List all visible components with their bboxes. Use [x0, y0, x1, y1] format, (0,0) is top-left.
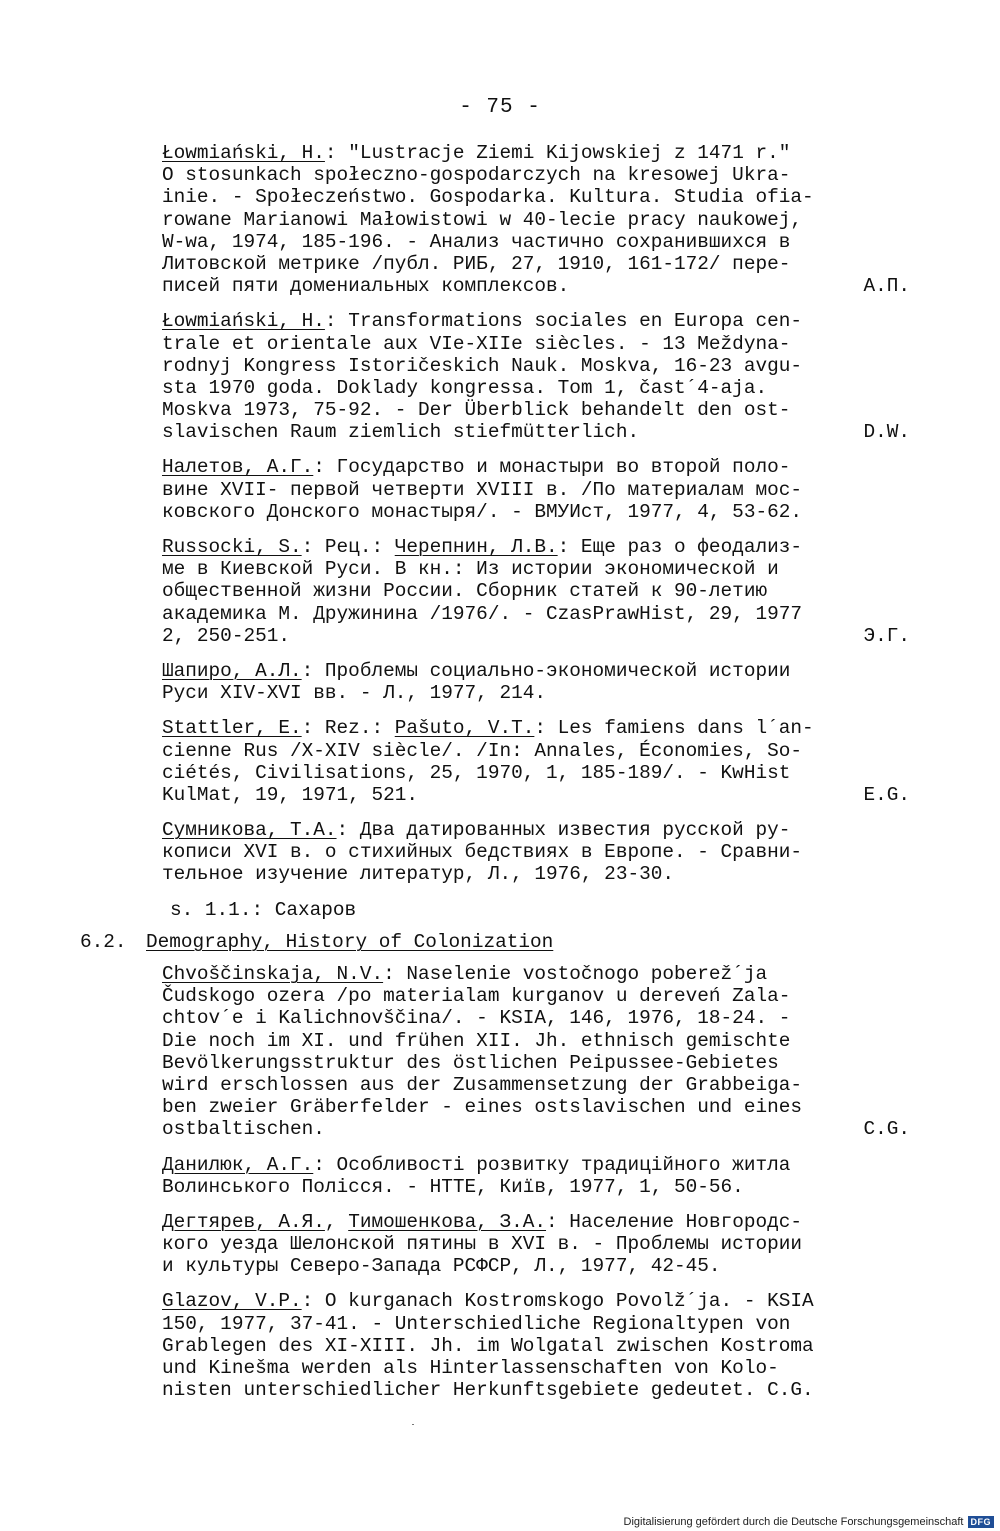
page-number: - 75 -	[459, 96, 541, 119]
entry-line	[162, 164, 910, 186]
entry-line	[162, 1357, 910, 1379]
entry-text: KulMat, 19, 1971, 521.	[162, 783, 418, 806]
bibliography-entry	[162, 456, 910, 523]
line-text	[162, 142, 790, 164]
author-name: Сумникова, Т.А.	[162, 819, 337, 842]
author-name: Черепнин, Л.В.	[394, 536, 558, 558]
line-text	[162, 717, 814, 739]
reviewer-initials: C.G.	[863, 1118, 910, 1141]
entry-text: nisten unterschiedlicher Herkunftsgebiete gedeutet. C.G.	[162, 1379, 814, 1402]
author-name: Chvoščinskaja, N.V.	[162, 963, 384, 986]
line-text	[162, 355, 802, 377]
line-text	[162, 841, 802, 863]
line-text	[162, 1290, 814, 1312]
line-text	[162, 1176, 744, 1198]
dfg-logo: DFG	[968, 1516, 995, 1528]
section-title: Demography, History of Colonization	[146, 930, 554, 953]
bibliography-entry	[162, 819, 910, 886]
entry-text: Die noch im XI. und frühen XII. Jh. ethnisch gemischte	[162, 1029, 791, 1052]
entry-line	[162, 1154, 910, 1176]
line-text	[162, 310, 802, 332]
section-heading	[80, 931, 910, 953]
entry-text: Čudskogo ozera /po materialam kurganov u dereveń Zala-	[162, 985, 791, 1008]
entry-line	[162, 603, 910, 625]
entry-line	[162, 740, 910, 762]
entry-line	[162, 275, 910, 297]
entry-text: : Transformations sociales en Europa cen-	[324, 310, 803, 333]
entries-bottom	[162, 963, 910, 1401]
entry-line	[162, 841, 910, 863]
entry-text: : Население Новгородс-	[546, 1210, 803, 1233]
line-text	[162, 479, 802, 501]
entry-line	[162, 1007, 910, 1029]
reviewer-initials: Э.Г.	[863, 624, 910, 647]
line-text	[162, 1211, 802, 1233]
author-name: Налетов, А.Г.	[162, 456, 314, 479]
entry-line	[162, 186, 910, 208]
entry-line	[162, 1096, 910, 1118]
author-name: Данилюк, А.Г.	[162, 1153, 314, 1176]
entry-text: rodnyj Kongress Istoričeskich Nauk. Moskva, 16-23 avgu-	[162, 354, 802, 377]
line-text	[162, 1074, 802, 1096]
entry-text: : Два датированных известия русской ру-	[336, 819, 791, 842]
entry-text: академика М. Дружинина /1976/. - CzasPrawHist, 29, 1977	[162, 602, 802, 625]
entry-text: : Рец.:	[301, 536, 395, 558]
line-text	[162, 253, 790, 275]
entry-line	[162, 985, 910, 1007]
line-text	[162, 164, 790, 186]
entry-line	[162, 253, 910, 275]
entry-line	[162, 682, 910, 704]
entry-text: : Государство и монастыри во второй поло-	[313, 456, 791, 479]
entry-line	[162, 536, 910, 558]
entry-line	[162, 1030, 910, 1052]
line-text	[162, 1357, 779, 1379]
line-text	[162, 1255, 721, 1277]
entry-text: : Проблемы социально-экономической истории	[301, 659, 791, 682]
bibliography-entry	[162, 536, 910, 647]
author-name: Stattler, E.	[162, 717, 302, 740]
entry-line	[162, 625, 910, 647]
line-text	[162, 275, 569, 297]
entry-text: Grablegen des XI-XIII. Jh. im Wolgatal zwischen Kostroma	[162, 1334, 814, 1357]
entry-line	[162, 819, 910, 841]
author-name: Шапиро, А.Л.	[162, 659, 302, 682]
entry-text: wird erschlossen aus der Zusammensetzung der Grabbeiga-	[162, 1073, 802, 1096]
entry-text: : Особливості розвитку традиційного житла	[313, 1153, 791, 1176]
entry-text: ciétés, Civilisations, 25, 1970, 1, 185-189/. - KwHist	[162, 761, 791, 784]
line-text	[162, 209, 802, 231]
section-number: 6.2.	[80, 930, 127, 953]
line-text	[162, 231, 790, 253]
line-text	[162, 863, 674, 885]
entry-text: und Kinešma werden als Hinterlassenschaften von Kolo-	[162, 1357, 779, 1380]
entry-line	[162, 142, 910, 164]
entry-text: кописи XVI в. о стихийных бедствиях в Европе. - Сравни-	[162, 841, 802, 864]
entry-line	[162, 1052, 910, 1074]
author-name: Russocki, S.	[162, 536, 302, 558]
entry-line	[162, 963, 910, 985]
entry-line	[162, 863, 910, 885]
bibliography-entry	[162, 1154, 910, 1198]
reviewer-initials: E.G.	[863, 783, 910, 806]
entry-line	[162, 1313, 910, 1335]
line-text	[162, 399, 790, 421]
entry-line	[162, 479, 910, 501]
entry-line	[162, 558, 910, 580]
line-text	[162, 377, 767, 399]
entry-line	[162, 231, 910, 253]
entry-text: общественной жизни России. Сборник статей к 90-летию	[162, 580, 768, 603]
line-text	[162, 333, 790, 355]
line-text	[162, 186, 814, 208]
line-text	[162, 421, 639, 443]
line-text	[162, 1030, 790, 1052]
line-text	[162, 963, 767, 985]
bibliography-entry	[162, 1211, 910, 1278]
reviewer-initials: D.W.	[863, 421, 910, 444]
line-text	[162, 1096, 802, 1118]
line-text	[162, 819, 790, 841]
entry-line	[162, 421, 910, 443]
footer-text: Digitalisierung gefördert durch die Deutsche Forschungsgemeinschaft	[623, 1516, 964, 1528]
line-text	[162, 603, 802, 625]
line-text	[162, 1007, 790, 1029]
entry-text: ме в Киевской Руси. В кн.: Из истории экономической и	[162, 558, 779, 581]
entry-line	[162, 1211, 910, 1233]
entry-text: : Rez.:	[301, 717, 395, 740]
entry-text: ,	[324, 1210, 349, 1233]
line-text	[162, 558, 779, 580]
entry-text: trale et orientale aux VIe-XIIe siècles. - 13 Meždуna-	[162, 332, 791, 355]
entry-text: : O kurganach Kostromskogo Povolž´ja. - KSIA	[301, 1290, 814, 1313]
entry-text: Bevölkerungsstruktur des östlichen Peipussee-Gebietes	[162, 1051, 779, 1074]
entry-text: sta 1970 goda. Doklady kongressa. Tom 1, čast´4-aja.	[162, 376, 768, 399]
entry-line	[162, 1233, 910, 1255]
entry-text: Moskva 1973, 75-92. - Der Überblick behandelt den ost-	[162, 399, 791, 422]
entry-line	[162, 355, 910, 377]
entry-text: O stosunkach społeczno-gospodarczych na kresowej Ukra-	[162, 164, 791, 187]
author-name: Pašuto, V.T.	[394, 717, 535, 740]
author-name: Łowmiański, H.	[162, 142, 325, 164]
entry-line	[162, 1335, 910, 1357]
bibliography-entry	[162, 142, 910, 297]
entry-line	[162, 1118, 910, 1140]
entry-text: Руси XIV-XVI вв. - Л., 1977, 214.	[162, 682, 546, 705]
entry-line	[162, 1290, 910, 1312]
line-text	[162, 625, 290, 647]
line-text	[162, 1335, 814, 1357]
line-text	[162, 784, 418, 806]
entry-text: ковского Донского монастыря/. - ВМУИст, 1977, 4, 53-62.	[162, 500, 802, 523]
entry-line	[162, 784, 910, 806]
line-text	[162, 1313, 790, 1335]
entry-text: и культуры Северо-Запада РСФСР, Л., 1977, 42-45.	[162, 1255, 721, 1278]
entry-text: chtov´e i Kalichnovščina/. - KSIA, 146, 1976, 18-24. -	[162, 1007, 791, 1030]
entry-text: : Les famiens dans l´an-	[534, 717, 814, 740]
entry-text: Литовской метрике /публ. РИБ, 27, 1910, 161-172/ пере-	[162, 252, 791, 275]
line-text	[162, 682, 546, 704]
line-text	[162, 456, 790, 478]
entry-line	[162, 1074, 910, 1096]
entry-line	[162, 310, 910, 332]
line-text	[162, 1154, 790, 1176]
entry-line	[162, 762, 910, 784]
entry-line	[162, 209, 910, 231]
entry-text: : "Lustracje Ziemi Kijowskiej z 1471 r."	[324, 142, 791, 164]
entry-text: 150, 1977, 37-41. - Unterschiedliche Regionaltypen von	[162, 1312, 791, 1335]
entry-text: ostbaltischen.	[162, 1118, 325, 1141]
line-text	[162, 501, 802, 523]
entry-line	[162, 456, 910, 478]
author-name: Тимошенкова, З.А.	[348, 1210, 547, 1233]
entries-top	[162, 142, 910, 886]
stray-mark	[412, 1424, 414, 1425]
line-text	[162, 1052, 779, 1074]
entry-line	[162, 1176, 910, 1198]
entry-text: 2, 250-251.	[162, 624, 290, 647]
line-text	[162, 580, 767, 602]
see-also-reference: s. 1.1.: Сахаров	[170, 898, 357, 921]
entry-text: кого уезда Шелонской пятины в XVI в. - Проблемы истории	[162, 1233, 802, 1256]
entry-line	[162, 717, 910, 739]
reviewer-initials: А.П.	[863, 275, 910, 298]
line-text	[162, 536, 802, 558]
entry-text: cienne Rus /X-XIV siècle/. /In: Annales, Économies, So-	[162, 739, 802, 762]
entry-line	[162, 501, 910, 523]
line-text	[162, 985, 790, 1007]
entry-text: тельное изучение литератур, Л., 1976, 23-30.	[162, 863, 674, 886]
line-text	[162, 1379, 814, 1401]
bibliography-entry	[162, 717, 910, 806]
bibliography-entry	[162, 660, 910, 704]
entry-text: Волинського Полісся. - НТТЕ, Київ, 1977, 1, 50-56.	[162, 1175, 744, 1198]
line-text	[162, 1118, 325, 1140]
line-text	[162, 1233, 802, 1255]
entry-text: rowane Marianowi Małowistowi w 40-lecie pracy naukowej,	[162, 208, 802, 231]
footer	[624, 1516, 994, 1528]
entry-line	[162, 1379, 910, 1401]
author-name: Łowmiański, H.	[162, 310, 325, 333]
entry-text: : Naselenie vostočnogo poberež´ja	[383, 963, 768, 986]
entry-line	[162, 1255, 910, 1277]
entry-text: : Еще раз о феодализ-	[557, 536, 803, 558]
entry-text: inie. - Społeczeństwo. Gospodarka. Kultura. Studia ofia-	[162, 186, 814, 209]
entry-text: W-wa, 1974, 185-196. - Анализ частично сохранившихся в	[162, 230, 791, 253]
entry-line	[162, 660, 910, 682]
bibliography-entry	[162, 1290, 910, 1401]
line-text	[162, 762, 790, 784]
bibliography-content	[80, 142, 910, 1414]
entry-text: ben zweier Gräberfelder - eines ostslavischen und eines	[162, 1096, 802, 1119]
entry-line	[162, 377, 910, 399]
entry-text: вине XVII- первой четверти XVIII в. /По материалам мос-	[162, 478, 802, 501]
bibliography-entry	[162, 310, 910, 443]
entry-text: писей пяти домениальных комплексов.	[162, 275, 570, 298]
author-name: Glazov, V.P.	[162, 1290, 302, 1313]
bibliography-entry	[162, 963, 910, 1141]
entry-text: slavischen Raum ziemlich stiefmütterlich.	[162, 421, 640, 444]
author-name: Дегтярев, А.Я.	[162, 1210, 325, 1233]
line-text	[162, 740, 802, 762]
entry-line	[162, 580, 910, 602]
entry-line	[162, 399, 910, 421]
entry-line	[162, 333, 910, 355]
line-text	[162, 660, 790, 682]
